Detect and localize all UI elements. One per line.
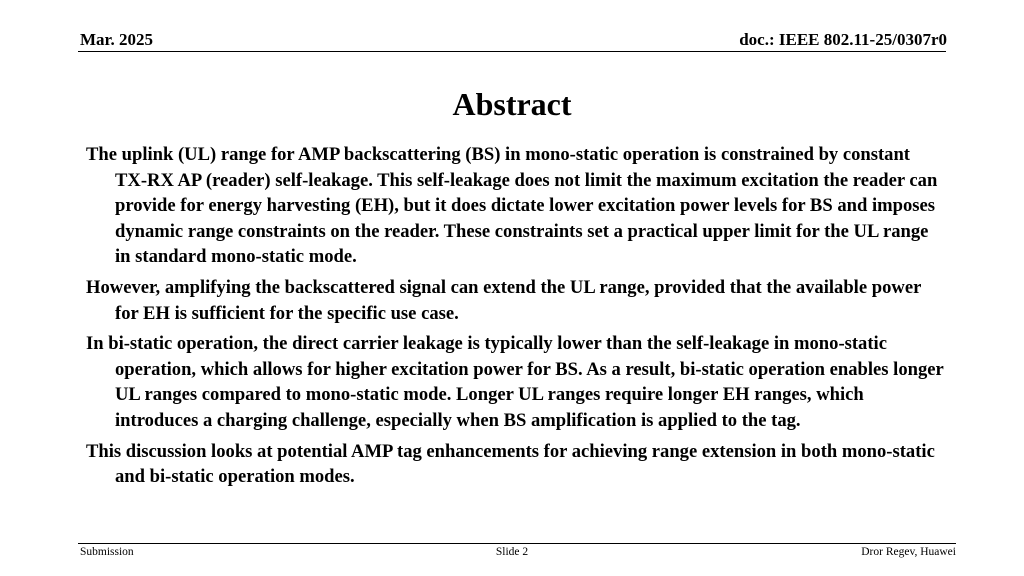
abstract-paragraph-1: The uplink (UL) range for AMP backscattering (BS) in mono-static operation is constrained by constant TX-RX AP (reader) self-leakage. This self-leakage does not limit the maximum excitation the reader can provide for energy harvesting (EH), but it does dictate lower excitation power levels for BS and imposes dynamic range constraints on the reader. These constraints set a practical upper limit for the UL range in standard mono-static mode. xyxy=(86,144,938,268)
header-divider xyxy=(78,51,946,52)
abstract-body xyxy=(86,142,946,495)
footer-submission: Submission xyxy=(80,546,134,558)
header-date: Mar. 2025 xyxy=(80,30,154,49)
header-doc-id: doc.: IEEE 802.11-25/0307r0 xyxy=(739,30,947,49)
abstract-paragraph-2: However, amplifying the backscattered signal can extend the UL range, provided that the available power for EH is sufficient for the specific use case. xyxy=(86,276,921,324)
footer-slide-number: Slide 2 xyxy=(495,546,529,558)
footer-author: Dror Regev, Huawei xyxy=(861,546,956,558)
footer-divider xyxy=(78,543,956,544)
abstract-paragraph-3: In bi-static operation, the direct carrier leakage is typically lower than the self-leakage in mono-static operation, which allows for higher excitation power for BS. As a result, bi-static operation enables longer UL ranges compared to mono-static mode. Longer UL ranges require longer EH ranges, which introduces a charging challenge, especially when BS amplification is applied to the tag. xyxy=(86,333,944,431)
abstract-paragraph-4: This discussion looks at potential AMP tag enhancements for achieving range extension in both mono-static and bi-static operation modes. xyxy=(86,440,935,488)
slide-title: Abstract xyxy=(452,86,572,122)
